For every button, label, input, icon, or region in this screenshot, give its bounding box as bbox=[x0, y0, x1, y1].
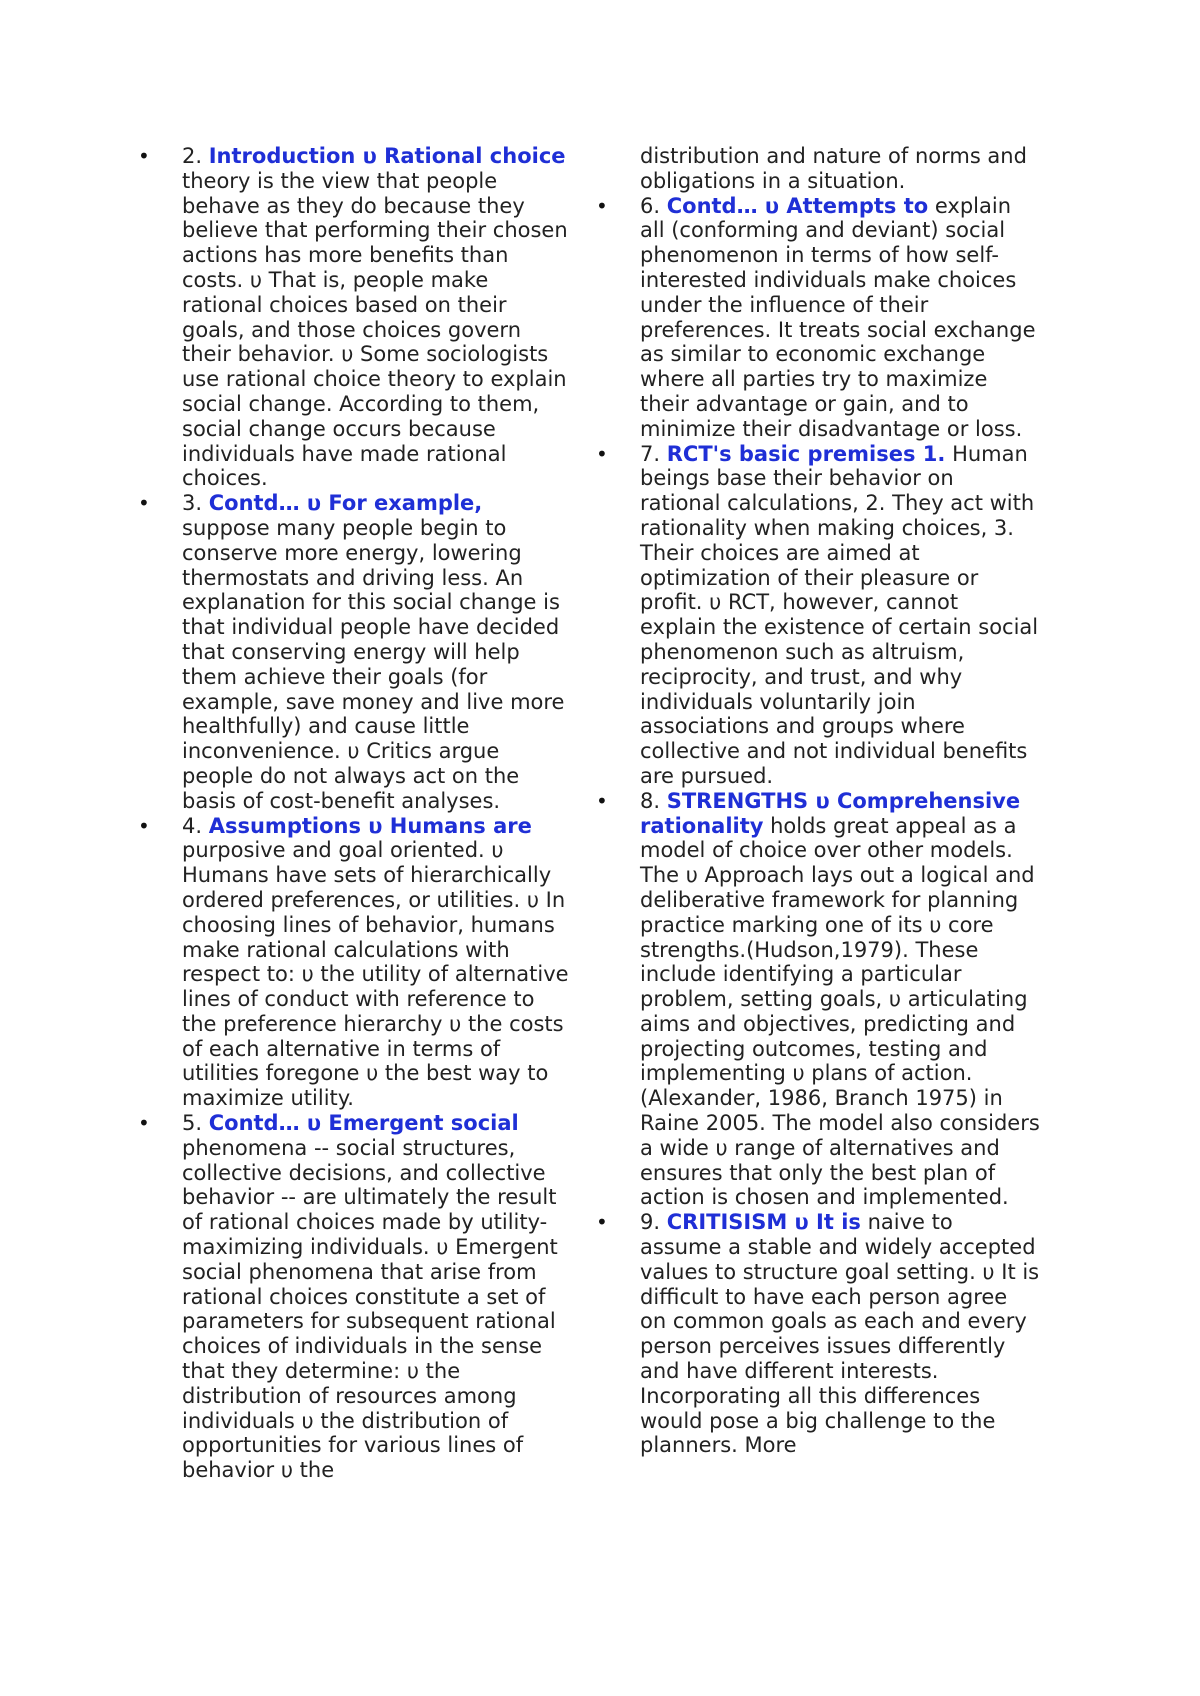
item-number: 3. bbox=[182, 491, 203, 516]
item-body: Human beings base their behavior on rational calculations, 2. They act with rationality when making choices, 3. Their choices are aimed at optimization of their pleasure or profit. υ RCT, however, cannot explain the existence of certain social phenomenon such as altruism, reciprocity, and trust, and why individuals voluntarily join associations and groups where collective and not individual benefits are pursued. bbox=[640, 441, 1039, 788]
bullet-icon: • bbox=[138, 144, 150, 168]
list-item bbox=[138, 813, 570, 1112]
item-body: holds great appeal as a model of choice over other models. The υ Approach lays out a logical and deliberative framework for planning practice marking one of its υ core strengths.(Hudson,1979). These include identifying a particular problem, setting goals, υ articulating aims and objectives, predicting and projecting outcomes, testing and implementing υ plans of action. (Alexander, 1986, Branch 1975) in Raine 2005. The model also considers a wide υ range of alternatives and ensures that only the best plan of action is chosen and implemented. bbox=[640, 813, 1040, 1210]
item-heading: RCT's basic premises 1. bbox=[666, 441, 946, 466]
item-number: 8. bbox=[640, 788, 661, 813]
item-heading: Assumptions υ Humans are bbox=[208, 813, 532, 838]
item-body: phenomena -- social structures, collective decisions, and collective behavior -- are ultimately the result of rational choices made by utility-maximizing individuals. υ Emergent social phenomena that arise from rational choices constitute a set of parameters for subsequent rational choices of individuals in the sense that they determine: υ the distribution of resources among individuals υ the distribution of opportunities for various lines of behavior υ the bbox=[182, 1135, 558, 1483]
left-column bbox=[138, 144, 570, 1483]
item-heading: CRITISISM υ It is bbox=[666, 1210, 861, 1235]
list-item bbox=[596, 441, 1040, 789]
item-heading: STRENGTHS υ Comprehensive rationality bbox=[640, 788, 1021, 838]
list-item bbox=[138, 144, 570, 491]
item-heading: Introduction υ Rational choice bbox=[208, 144, 566, 168]
bullet-icon: • bbox=[596, 788, 608, 813]
item-body: purposive and goal oriented. υ Humans have sets of hierarchically ordered preferences, or utilities. υ In choosing lines of behavior, humans make rational calculations with respect to: υ the utility of alternative lines of conduct with reference to the preference hierarchy υ the costs of each alternative in terms of utilities foregone υ the best way to maximize utility. bbox=[182, 838, 569, 1111]
item-number: 7. bbox=[640, 441, 661, 466]
bullet-icon: • bbox=[138, 1111, 150, 1136]
bullet-icon: • bbox=[596, 1210, 608, 1235]
bullet-icon: • bbox=[596, 441, 608, 466]
item-heading: Contd… υ For example, bbox=[208, 491, 483, 516]
item-number: 2. bbox=[182, 144, 203, 168]
item-number: 6. bbox=[640, 193, 661, 218]
item-body: distribution and nature of norms and obligations in a situation. bbox=[640, 144, 1027, 193]
list-item bbox=[138, 1111, 570, 1483]
item-body: theory is the view that people behave as they do because they believe that performing their chosen actions has more benefits than costs. υ That is, people make rational choices based on their goals, and those choices govern their behavior. υ Some sociologists use rational choice theory to explain social change. According to them, social change occurs because individuals have made rational choices. bbox=[182, 168, 568, 491]
bullet-icon: • bbox=[138, 491, 150, 516]
item-heading: Contd… υ Emergent social bbox=[208, 1111, 519, 1136]
bullet-icon: • bbox=[596, 193, 608, 218]
item-body: explain all (conforming and deviant) social phenomenon in terms of how self-interested individuals make choices under the influence of their preferences. It treats social exchange as similar to economic exchange where all parties try to maximize their advantage or gain, and to minimize their disadvantage or loss. bbox=[640, 193, 1036, 441]
list-item bbox=[596, 1210, 1040, 1458]
bullet-icon: • bbox=[138, 813, 150, 838]
item-number: 4. bbox=[182, 813, 203, 838]
item-heading: Contd… υ Attempts to bbox=[666, 193, 929, 218]
item-body: suppose many people begin to conserve more energy, lowering thermostats and driving less. An explanation for this social change is that individual people have decided that conserving energy will help them achieve their goals (for example, save money and live more healthfully) and cause little inconvenience. υ Critics argue people do not always act on the basis of cost-benefit analyses. bbox=[182, 515, 565, 813]
list-item bbox=[596, 788, 1040, 1211]
list-item-continuation bbox=[640, 144, 1040, 194]
item-number: 9. bbox=[640, 1210, 661, 1235]
list-item bbox=[596, 193, 1040, 442]
item-body: naive to assume a stable and widely accepted values to structure goal setting. υ It is difficult to have each person agree on common goals as each and every person perceives issues differently and have different interests. Incorporating all this differences would pose a big challenge to the planners. More bbox=[640, 1210, 1040, 1458]
right-column bbox=[596, 144, 1040, 1458]
item-number: 5. bbox=[182, 1111, 203, 1136]
list-item bbox=[138, 491, 570, 813]
